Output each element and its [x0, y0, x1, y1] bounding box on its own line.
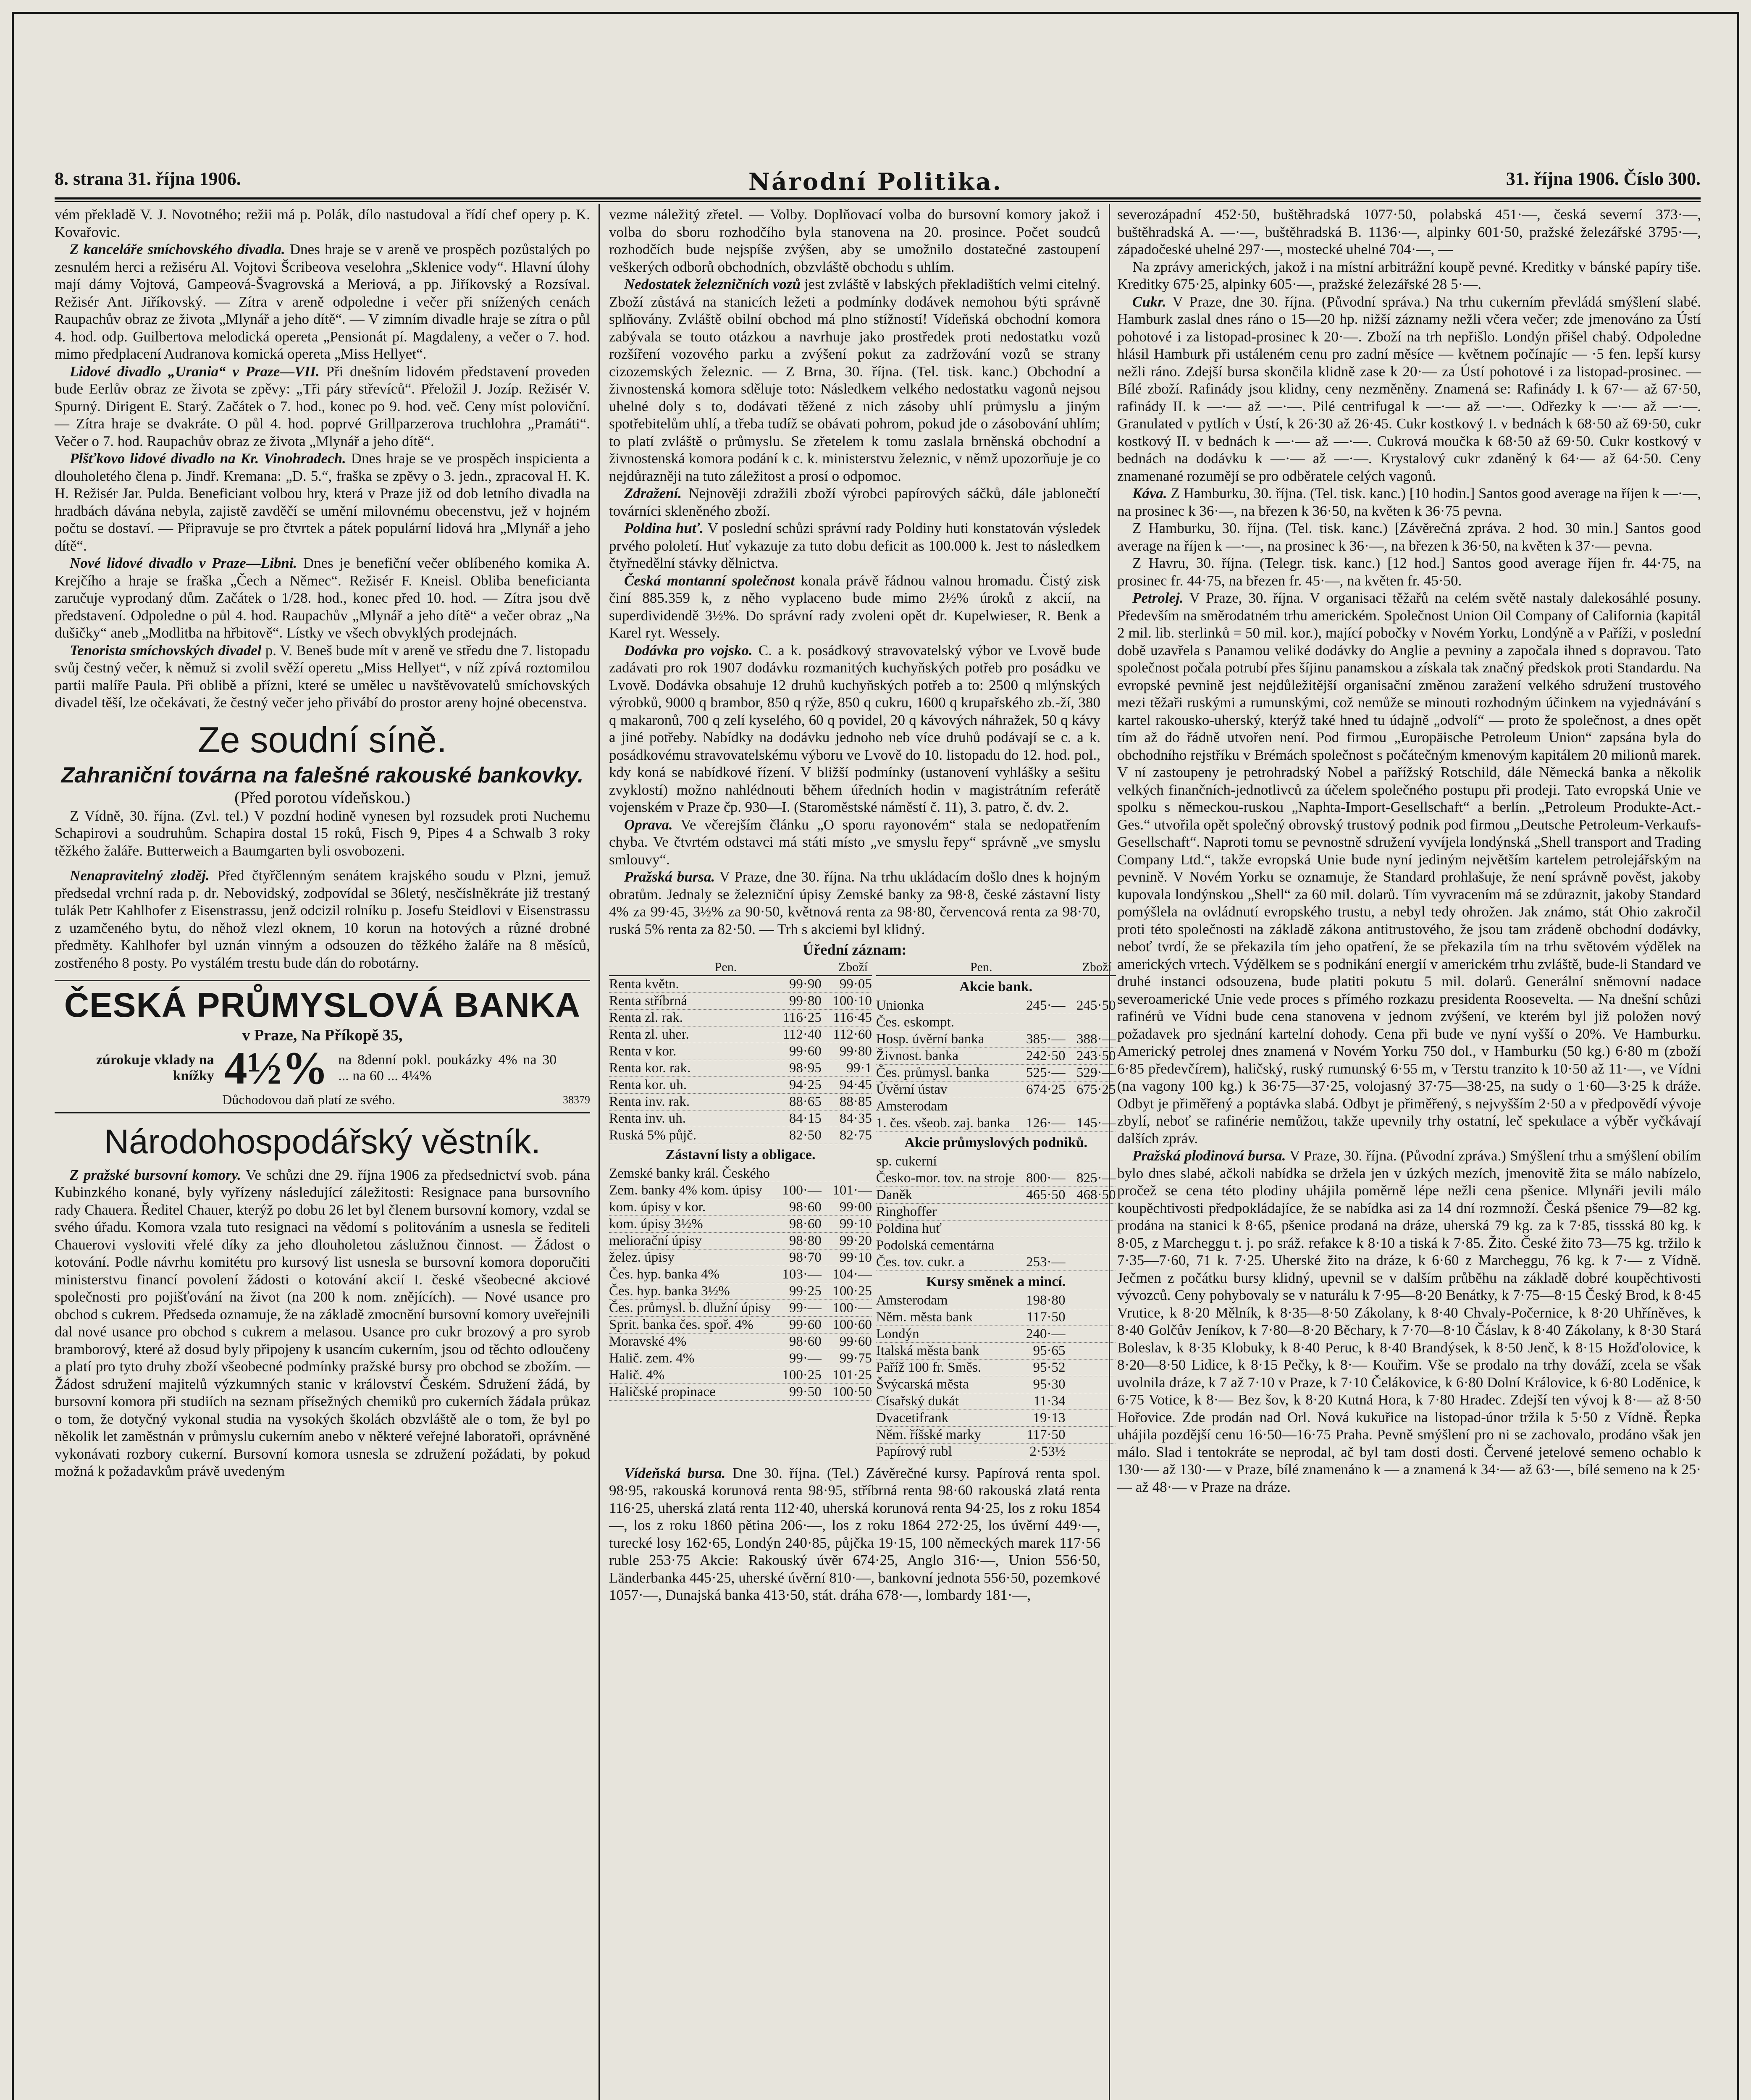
table-row: [876, 998, 1116, 1014]
table-row: [876, 1014, 1116, 1031]
article: [55, 642, 590, 711]
table-cell: 825·—: [1076, 1170, 1116, 1186]
table-cell: 98·95: [789, 1060, 822, 1076]
table-row: [609, 1077, 872, 1094]
table-cell: [1066, 1237, 1116, 1254]
article-text: V Praze, dne 30. října. Na trhu ukládacím došlo dnes k hojným obratům. Jednaly se železniční úpisy Zemské banky za 98·8, české zástavní listy 4% za 99·45, 3½% za 90·50, květnová renta za 98·80, červencová renta za 98·70, ruská 5% renta za 82·50. — Trh s akciemi byl klidný.: [609, 869, 1100, 937]
table-subheading: Kursy směnek a mincí.: [926, 1273, 1066, 1289]
table-cell: 99·10: [839, 1250, 872, 1265]
table-row: [609, 1043, 872, 1060]
table-cell: 99·60: [839, 1334, 872, 1349]
table-cell: [1066, 1360, 1116, 1376]
table-cell: 95·65: [1033, 1343, 1066, 1358]
table-row: [876, 1170, 1116, 1187]
table-cell: 245·—: [1026, 998, 1066, 1013]
table-cell: [1066, 1444, 1116, 1460]
article: [609, 868, 1100, 938]
table-cell: Sprit. banka čes. spoř. 4%: [609, 1317, 753, 1332]
table-cell: [1066, 1376, 1116, 1393]
table-row: [876, 1204, 1116, 1221]
table-cell: 468·50: [1076, 1187, 1116, 1202]
table-row: [876, 1360, 1116, 1376]
table-cell: 388·—: [1076, 1031, 1116, 1047]
table-cell: 19·13: [1033, 1410, 1066, 1425]
table-cell: 253·—: [1026, 1254, 1066, 1270]
article: [1117, 485, 1701, 520]
article-heading: Nenapravitelný zloděj.: [70, 867, 210, 884]
table-row: [609, 1233, 872, 1250]
paragraph: Z Hamburku, 30. října. (Tel. tisk. kanc.) [Závěrečná zpráva. 2 hod. 30 min.] Santos good average na říjen k —·—, na prosinec k 36·—, na březen k 36·50, na květen k 37·— pevna.: [1117, 520, 1701, 554]
table-cell: Poldina huť: [876, 1221, 942, 1236]
advertisement-text: na 8denní pokl. poukázky 4% na 30 ... na 60 ... 4¼%: [338, 1052, 557, 1084]
table-row: [876, 1065, 1116, 1082]
article-text: Dnes je benefiční večer oblíbeného komika A. Krejčího a hraje se fraška „Čech a Němec“. Režisér F. Kneisl. Obliba beneficianta zaručuje vyprodaný dům. Začátek o 1/28. hod., konec před 10. hod. — Zítra jsou dvě představení. Odpoledne o půl 4. hod. Raupachův „Mlynář a jeho dítě“ a večer obraz „Na dušičky“ aneb „Modlitba na hřbitově“. Lístky ve všech obvyklých prodejnách.: [55, 555, 590, 641]
table-cell: 99·80: [839, 1043, 872, 1059]
article-heading: Dodávka pro vojsko.: [624, 642, 753, 659]
article-text: V Praze, dne 30. října. (Původní správa.) Na trhu cukerním převládá smýšlení slabé. Hamburk zaslal dnes ráno o 15—20 hp. nižší záznamy nežli včera večer; zde jmenováno za Ústí pohotové i za listopad-prosinec k 20·—. Zboží na trh nepřišlo. Londýn přišel chabý. Odpoledne hlásil Hamburk při ustáleném cenu pro zadní měsíce — květnem počínajíc — ·5 fen. lepší kursy nežli ráno. Zdejší bursa skončila klidně zase k 20·— za Ústí pohotové i za listopad-prosinec. — Bílé zboží. Rafinády jsou klidny, ceny nezměněny. Znamená se: Rafinády I. k 67·— až 67·50, rafinády II. k —·— až —·—. Pilé centrifugal k —·— až —·—. Odřezky k —·— až —·—. Granulated v pytlích v Ústí, k 26·30 až 26·45. Cukr kostkový I. v bednách k 68·50 až 69·50, cukr kostkový II. v bednách k —·— až —·—. Cukrová moučka k 68·50 až 69·50. Cukr kostkový v bednách na dodávku k —·— až —·—. Krystalový cukr zdaněný k 64·— až 64·50. Ceny znamenané rozumějí se pro odběratele celých vagonů.: [1117, 293, 1701, 484]
table-cell: [1066, 1343, 1116, 1359]
table-cell: [1066, 1292, 1116, 1309]
article-text: Ve schůzi dne 29. října 1906 za předsednictví svob. pána Kubinzkého konané, byly vyřízeny následující záležitosti: Resignace pana bursovního rady Chauera. Ředitel Chauer, kterýž po dobu 26 let byl členem bursovní komory, vzdal se svého úřadu. Komora vzala tuto resignaci na vědomí s politováním a usnesla se řediteli Chauerovi vysloviti vřelé díky za jeho dlouholetou záslužnou činnost. — Žádost o kotování. Podle návrhu komitétu pro kursový list usnesla se bursovní komora doporučiti ministerstvu financí povolení žádosti o kotování akcií I. české všeobecné akciové společnosti pro pojišťování na život (na 200 k nom. znějících). — Nové usance pro obchod s cukrem. Předseda oznamuje, že na základě zmocnění bursovní komory uveřejnili dal nové usance pro obchod s cukrem a melasou. Usance pro cukr brozový a pro syrob bramborový, které až dosud byly připojeny k usancím cukerním, jsou od těchto odloučeny a platí pro tyto druhy zboží všeobecné podmínky pražské bursy pro obchod se zbožím. — Žádost sdružení majitelů výzkumných stanic v království Českém. Sdružení žádá, by bursovní komora při studiích na seznam přísežných chemiků pro cukerních žádala průkaz o tom, že dotyčný vykonal studia na vysokých školách obzvláště ale o tom, že byl po několik let zaměstnán v průmyslu cukerním anebo v některé veřejné laboratoři, oprávněné vykonávati rozbory cukerní. Bursovní komora usnesla se združení požádati, by pokud možná k požadavkům právě uvedeným: [55, 1166, 590, 1479]
table-cell: [1066, 1326, 1116, 1342]
table-row: [876, 1254, 1116, 1271]
table-cell: Unionka: [876, 998, 924, 1013]
table-cell: 99·60: [789, 1043, 822, 1059]
subheadline: (Před porotou vídeňskou.): [234, 788, 410, 807]
table-cell: [1066, 1427, 1116, 1443]
article-heading: Oprava.: [624, 816, 673, 833]
table-row: [876, 1221, 1116, 1237]
article-text: Dnes hraje se ve prospěch inspicienta a dlouholetého člena p. Jindř. Kremana: „D. 5.“, fraška se zpěvy o 3. jedn., zpracoval H. K. H. Režisér Jar. Pulda. Beneficiant volbou hry, která v Praze již od dob letního divadla na hradbách dávána nebyla, zajistě zavděčí se umění milovnému obecenstvu, jež v hojném počtu se dostaví. — Připravuje se pro čtvrtek a pátek populární lidová hra „Mlynář a jeho dítě“.: [55, 450, 591, 554]
table-cell: Něm. města bank: [876, 1309, 973, 1325]
table-left: [609, 959, 872, 1460]
table-row: [609, 1010, 872, 1026]
article: [55, 363, 590, 450]
column-rule: [599, 204, 600, 2100]
article-text: p. V. Beneš bude mít v areně ve středu dne 7. listopadu svůj čestný večer, k němuž si zvolil svěží operetu „Miss Hellyet“, v níž zpívá roztomilou partii malíře Paula. Při oblibě a přízni, které se umělec u navštěvovatelů smíchovských divadel těší, lze očekávati, že čestný večer jeho přivábí do prostor areny hojné obecenstva.: [55, 642, 590, 711]
article-heading: Pražská plodinová bursa.: [1132, 1147, 1286, 1164]
table-row: [876, 1153, 1116, 1170]
table-cell: 674·25: [1026, 1082, 1066, 1097]
table-cell: 117·50: [1026, 1427, 1066, 1442]
table-cell: 198·80: [1026, 1292, 1066, 1308]
table-subheading: Zástavní listy a obligace.: [665, 1147, 816, 1163]
table-row: [876, 1410, 1116, 1427]
article-heading: Tenorista smíchovských divadel: [70, 642, 262, 659]
paragraph: severozápadní 452·50, buštěhradská 1077·50, polabská 451·—, česká severní 373·—, buštěhradská A. —·—, buštěhradská B. 1136·—, alpinky 601·50, pražské železářské 3795·—, západočeské uhelné 297·—, mostecké uhelné 704·—, —: [1117, 206, 1701, 257]
table-cell: 98·60: [789, 1216, 822, 1231]
table-cell: 100·50: [832, 1384, 872, 1399]
table-cell: 116·45: [833, 1010, 872, 1025]
paragraph: Z Havru, 30. října. (Telegr. tisk. kanc.) [12 hod.] Santos good average říjen fr. 44·75, na prosinec fr. 44·75, na březen fr. 45·—, na květen fr. 45·50.: [1117, 555, 1701, 589]
table-row: [876, 1444, 1116, 1460]
paragraph: Z Vídně, 30. října. (Zvl. tel.) V pozdní hodině vynesen byl rozsudek proti Nuchemu Schapirovi a soudruhům. Schapira dostal 15 roků, Fisch 9, Pipes 4 a Schwalb 3 roky těžkého žaláře. Butterweich a Baumgarten byli osvobozeni.: [55, 807, 590, 859]
table-cell: 99·00: [839, 1199, 872, 1215]
advertisement-note: Důchodovou daň platí ze svého. 38379: [55, 1091, 590, 1113]
article-heading: Z pražské bursovní komory.: [70, 1166, 241, 1183]
table-row: [876, 1292, 1116, 1309]
table-row: [609, 976, 872, 993]
advertisement-text: zúrokuje vklady na knížky: [96, 1052, 214, 1084]
article-text: Dne 30. října. (Tel.) Závěrečné kursy. Papírová renta spol. 98·95, rakouská korunová renta 98·95, stříbrná renta 98·60 rakouská zlatá renta 116·25, uherská zlatá renta 112·40, uherská korunová renta 94·25, los z roku 1854 —, los z roku 1860 pětina 206·—, los z roku 1864 272·25, los úvěrní 449·—, turecké losy 162·65, Londýn 240·85, půjčka 19·15, 100 německých marek 117·56 ruble 253·75 Akcie: Rakouský úvěr 674·25, Anglo 316·—, Union 556·50, Länderbanka 445·25, uherské úvěrní 810·—, bankovní jednota 556·50, pozemkové 1057·—, Dunajská banka 413·50, stát. dráha 678·—, lombardy 181·—,: [609, 1465, 1100, 1603]
article-heading: Petrolej.: [1132, 590, 1184, 606]
table-row: [609, 1350, 872, 1367]
table-cell: 84·15: [789, 1110, 822, 1126]
article: [55, 241, 590, 363]
table-cell: 100·25: [782, 1367, 822, 1383]
table-cell: [1015, 1221, 1066, 1237]
article-heading: Nové lidové divadlo v Praze—Libni.: [70, 555, 297, 571]
table-cell: kom. úpisy 3½%: [609, 1216, 703, 1231]
table-row: [609, 1266, 872, 1283]
table-cell: 465·50: [1026, 1187, 1066, 1202]
table-cell: Čes. průmysl. b. dlužní úpisy: [609, 1300, 771, 1315]
table-cell: Živnost. banka: [876, 1048, 959, 1063]
headline: Zahraniční továrna na falešné rakouské bankovky.: [61, 763, 584, 788]
table-row: [609, 1216, 872, 1233]
table-cell: [1066, 1309, 1116, 1326]
table-cell: kom. úpisy v kor.: [609, 1199, 706, 1215]
table-cell: Haličské propinace: [609, 1384, 716, 1399]
stock-tables: [609, 959, 1116, 1460]
table-row: [876, 1048, 1116, 1065]
table-cell: 1. čes. všeob. zaj. banka: [876, 1115, 1010, 1131]
table-cell: 99·—: [789, 1350, 822, 1366]
table-cell: 103·—: [782, 1266, 822, 1282]
table-cell: Papírový rubl: [876, 1444, 952, 1459]
table-header: Pen. Zboží: [876, 959, 1116, 976]
table-row: [609, 1317, 872, 1334]
table-cell: 145·—: [1076, 1115, 1116, 1131]
table-cell: 99·05: [839, 976, 872, 992]
table-cell: [1066, 1153, 1116, 1170]
table-cell: Čes. hyp. banka 4%: [609, 1266, 720, 1282]
masthead-title: Národní Politika.: [748, 168, 1003, 196]
table-row: [876, 1187, 1116, 1204]
article-text: konala právě řádnou valnou hromadu. Čistý zisk činí 885.359 k, z něho vyplaceno bude mimo 2½% úroků z akcií, na superdividendě 3½%. Do správní rady zvoleni opět dr. Kupelwieser, R. Benk a Karel ryt. Wessely.: [609, 572, 1100, 641]
table-cell: 94·25: [789, 1077, 822, 1092]
table-cell: 104·—: [832, 1266, 872, 1282]
table-row: [609, 993, 872, 1010]
table-cell: Ruská 5% půjč.: [609, 1127, 697, 1143]
table-cell: Londýn: [876, 1326, 919, 1341]
table-row: [609, 1026, 872, 1043]
article: [55, 554, 590, 642]
column-2: [609, 206, 1116, 2100]
table-subheading: Akcie bank.: [959, 979, 1033, 995]
table-row: [876, 1115, 1116, 1132]
table-cell: 98·70: [789, 1250, 822, 1265]
article-text: V Praze, 30. října. V organisaci těžařů na celém světě nastaly dalekosáhlé posuny. Především na směrodatném trhu americkém. Společnost Union Oil Company of California (kapitál 2 mil. lib. sterlinků = 50 mil. kor.), mající pobočky v Novém Yorku, Londýně a v Paříži, v poslední době uzavřela s Panamou veliké dodávky do Anglie a pevniny a započala ihned s dopravou. Tato společnost počala potrubí přes šíjinu panamskou a získala tak značný předskok proti Standardu. Na evropské pevnině jest nejdůležitější organisační změnou zaražení velkého sdružení trustového mezi těžaři ruskými a rumunskými, což nemůže se minouti rozhodným účinkem na vyjednávání s kartel rakousko-uherský, kterýž také hned tu údajně „odvolí“ — proto že společnost, a dnes opět tím až do řádně utvořen není. Pod firmou „Europäische Petroleum Union“ zapsána byla do obchodního rejstříku v Brémách společnost s počátečným kmenovým kapitálem 20 milionů marek. V ní zastoupeny je petrohradský Nobel a pařížský Rotschild, dále Německá banka a několik velkých finančních-jednotlivců za účelem společného postupu při prodeji. Tato evropská Unie ve spolku s německou-ruskou „Naphta-Import-Gesellschaft“ a berlín. „Petroleum Produkte-Act.-Ges.“ utvořila opět společný obrovský trustový podnik pod firmou „Deutsche Petroleum-Verkaufs-Gesellschaft“. Naproti tomu se pevnostně sdružení vyvíjela londýnská „Shell transport and Trading Company Ltd.“, takže evropská Unie bude nyní jediným největším kartelem petrolejářským na pevnině. V Novém Yorku se oznamuje, že Standard prohlašuje, že není správně pověst, jakoby kupovala londýnskou „Shell“ za 60 mil. dolarů. Tím vyvracením má se zdůraznit, jakoby Standard pomýšlela na ovládnutí evropského trustu, a nebyl tedy ohrožen. Jak známo, stát Ohio zakročil proti této společnosti na základě zákona antitrustového, že jsou tam zrádeně obchodní dodávky, neboť tvrdí, že se překazila tím jeho opatření, že se překazila tím na trhu světovém výdělek na amerických vrtech. Výdělkem se s podnikání energií v americkém trhu zvláště, bude-li Standard ve druhé instanci odsouzena, bude platiti pokutu 5 mil. dolarů. Generální sněmovní nadace severoamerické Unie vede proces s přímého rozkazu presidenta Roosevelta. — Na dnešní schůzi rafinérů ve Vídni bude cena stanovena v jednom zvýšení, ve kterém byl již položen nový požadavek pro sjednání kartelní dohody. Cena při bude ve nyní vyšší o 20%. Ve Hamburku. Americký petrolej dnes znamená v Novém Yorku 750 dol., v Hamburku (50 kg.) 6·80 m (zboží 6·85 předevčírem), haličský, ruský rumunský 6·55 m, v Terstu tranzito k 10·50 až 11·—, ve Vídni (na vagony 100 kg.) k 36·75—37·25, volojasný 37·75—38·25, na sudy o 1·60—3·25 k dráže. Odbyt je přiměřený a poptávka slabá. Odbyt je přiměřený, s nejvyšším 2·50 a v předpovědí vývoje zbylí, neboť se rafinérie nemůžou, takže upevnily trhy ostatní, leč spekulace a výběr vyčkávají dalších zpráv.: [1117, 590, 1701, 1147]
table-cell: Halič. 4%: [609, 1367, 664, 1383]
table-row: [876, 1326, 1116, 1343]
table-cell: 100·10: [832, 993, 872, 1008]
header-right: 31. října 1906. Číslo 300.: [1506, 168, 1701, 189]
table-cell: [771, 1166, 822, 1182]
table-cell: Moravské 4%: [609, 1334, 687, 1349]
article: [1117, 589, 1701, 1147]
interest-rate: 4½%: [224, 1042, 328, 1094]
table-cell: [1015, 1204, 1066, 1220]
article-heading: Nedostatek železničních vozů: [624, 276, 801, 292]
table-cell: 100·—: [832, 1300, 872, 1315]
article-text: C. a k. posádkový stravovatelský výbor ve Lvově bude zadávati pro rok 1907 dodávku rozmanitých kuchyňských potřeb pro posádku ve Lvově. Dodávka obsahuje 12 druhů kuchyňských potřeb a to: 2500 q mlýnských výrobků, 9000 q brambor, 850 q rýže, 850 q cukru, 1600 q krupařského zb.-ží, 380 q makaronů, 700 q zelí kyselého, 60 q povidel, 20 q kávových náhražek, 50 q kávy a jiné potřeby. Nabídky na dodávku jednoho neb více druhů podávají se c. a k. posádkovému stravovatelskému výboru ve Lvově do 10. listopadu do 12. hod. pol., kdy koná se nabídkové řízení. V bližší podmínky (ustanovení vyhlášky a sešitu zvyklostí) možno nahlédnouti během úředních hodin v magistrátním referátě vojenském v Praze čp. 930—I. (Staroměstské náměstí č. 11), 3. patro, č. dv. 2.: [609, 642, 1100, 815]
article-text: V poslední schůzi správní rady Poldiny huti konstatován výsledek prvého pololetí. Huť vykazuje za tuto dobu deficit as 100.000 k. Jest to následkem čtyřnedělní stávky dělnictva.: [609, 520, 1100, 571]
table-row: [609, 1367, 872, 1384]
table-cell: Švýcarská města: [876, 1376, 969, 1392]
paragraph: Na zprávy amerických, jakož i na místní arbitrážní koupě pevné. Kreditky v bánské papíry tiše. Kreditky 675·25, alpinky 605·—, pražské železářské 28 5·—.: [1117, 258, 1701, 292]
table-cell: 112·60: [833, 1026, 872, 1042]
table-subheading: Akcie průmyslových podniků.: [904, 1134, 1087, 1150]
table-cell: 100·60: [832, 1317, 872, 1332]
article: [55, 450, 590, 554]
article: [609, 276, 1100, 485]
table-cell: 99·—: [789, 1300, 822, 1315]
table-cell: 95·30: [1033, 1376, 1066, 1392]
table-cell: 101·—: [832, 1182, 872, 1198]
table-cell: 800·—: [1026, 1170, 1066, 1186]
table-cell: Paříž 100 fr. Směs.: [876, 1360, 982, 1375]
table-cell: 243·50: [1076, 1048, 1116, 1063]
article-text: jest zvláště v labských překladištích velmi citelný. Zboží zůstává na stanicích ležeti a podmínky dodávek nemohou býti správně splňovány. Zvláště obilní obchod má plno stížností! Vídeňská obchodní komora zabývala se touto otázkou a navrhuje jako prostředek proti nedostatku vozů rozšíření vozového parku a zvýšení pokut za zadržování vozů se strany cizozemských železnic. — Z Brna, 30. října. (Tel. tisk. kanc.) Obchodní a živnostenská komora sděluje toto: Následkem velkého nedostatku vagonů nejsou uhelné doly s to, dodávati těžené z nich zásoby uhlí průmyslu a jiným spotřebitelům uhlí, a třeba tudíž se obávati pohrom, pokud jde o zásobování uhlím; to platí zvláště o průmyslu. Se zřetelem k tomu zaslala brněnská obchodní a živnostenská komora podání k c. k. ministerstvu železnic, v němž upozorňuje je co nejdůrazněji na tuto záležitost a prosí o odpomoc.: [609, 276, 1101, 484]
table-cell: 126·—: [1026, 1115, 1066, 1131]
table-cell: 99·75: [839, 1350, 872, 1366]
table-cell: Renta zl. uher.: [609, 1026, 689, 1042]
table-cell: 99·1: [846, 1060, 872, 1076]
article: [609, 520, 1100, 572]
table-row: [609, 1094, 872, 1110]
table-cell: [1015, 1098, 1066, 1115]
advertisement-title: ČESKÁ PRŮMYSLOVÁ BANKA: [55, 980, 590, 1026]
table-cell: [1066, 1393, 1116, 1410]
table-cell: 84·35: [839, 1110, 872, 1126]
table-cell: 11·34: [1033, 1393, 1066, 1409]
column-1: [55, 206, 590, 2100]
table-cell: 82·75: [839, 1127, 872, 1143]
article-text: Při dnešním lidovém představení proveden bude Eerlův obraz ze života se zpěvy: „Tři páry střevíců“. Přeložil J. Jozíp. Režisér V. Spurný. Dirigent E. Starý. Začátek o 7. hod., konec po 9. hod. več. Ceny míst poloviční. — Zítra hraje se dvakráte. O půl 4. hod. poprvé Grillparzerova truchlohra „Pramáti“. Večer o 7. hod. Raupachův obraz ze života „Mlynář a jeho dítě“.: [55, 363, 591, 449]
advertisement-address: v Praze, Na Příkopě 35,: [242, 1026, 403, 1044]
table-row: [876, 1098, 1116, 1115]
table-cell: 525·—: [1026, 1065, 1066, 1080]
table-cell: želez. úpisy: [609, 1250, 675, 1265]
header-rule: [55, 197, 1701, 202]
table-cell: Dvacetifrank: [876, 1410, 949, 1425]
table-cell: Amsterodam: [876, 1292, 948, 1308]
table-cell: meliorační úpisy: [609, 1233, 702, 1248]
section-title: Národohospodářský věstník.: [104, 1122, 541, 1161]
article: [55, 1166, 590, 1480]
article-heading: Z kanceláře smíchovského divadla.: [70, 241, 285, 257]
table-cell: Amsterodam: [876, 1098, 948, 1114]
table-row: [609, 1199, 872, 1216]
article-heading: Česká montanní společnost: [624, 572, 795, 589]
table-title: Úřední záznam:: [803, 941, 907, 958]
article-heading: Zdražení.: [624, 485, 682, 501]
article-text: Před čtyřčlenným senátem krajského soudu v Plzni, jemuž předsedal vrchní rada p. dr. Nebovidský, zodpovídal se 36letý, nesčíslněkráte již trestaný tulák Petr Kahlhofer z Eisenstrassu, jenž odcizil rolníku p. Josefu Steidlovi v Eisenstrassu z uzamčeného bytu, do něhož vlezl oknem, 10 korun na hotových a různé drobné předměty. Kahlhofer byl uznán vinným a odsouzen do těžkého žaláře na 8 měsíců, zostřeného 8 posty. Po vystálém trestu bude dán do robotárny.: [55, 867, 590, 971]
table-cell: Zemské banky král. Českého: [609, 1166, 770, 1181]
table-cell: Ringhoffer: [876, 1204, 937, 1219]
table-cell: Daněk: [876, 1187, 913, 1202]
article-text: Z Hamburku, 30. října. (Tel. tisk. kanc.) [10 hodin.] Santos good average na říjen k —·—, na prosinec k 36·—, na březen k 36·50, na květen k 36·75 pevna.: [1117, 485, 1701, 519]
table-cell: 94·45: [839, 1077, 872, 1092]
article: [609, 572, 1100, 642]
table-cell: Renta stříbrná: [609, 993, 688, 1008]
table-row: [609, 1283, 872, 1300]
table-row: [876, 1376, 1116, 1393]
article-text: V Praze, 30. října. (Původní zpráva.) Smýšlení trhu a smýšlení obilím bylo dnes slabé, ačkoli nabídka se držela jen v úzkých mezích, jmenovitě žita se málo nabízelo, pročež se cena této plodiny uhájila poměrně lépe nežli cena pšenice. Mlynáři jevili málo koupěchtivosti předpokládajíce, že se nabídka asi za 14 dní rozmnoží. Česká pšenice 79—82 kg. prodána na stanici k 8·65, pšenice prodaná na dráze, uherská 79 kg. za k 7·85, tissská 80 kg. k 8·05, z Marcheggu t. j. po sráž. refakce k 8·10 a tiská k 7·85. Žito. České žito 73—75 kg. tržilo k 7·35—7·60, 71 k. 7·25. Uherské žito na dráze, k 6·60 z Marcheggu, 76 kg. k 7·— z Vídně. Ječmen z počátku bursy klidný, upevnil se v dalším průběhu na základě dobré koupěchtivosti vývozců. Ceny pohybovaly se v naturálu k 7·95—8·20 Benátky, k 7·75—8·15 Český Brod, k 8·45 Vrutice, k 8·20 Mělník, k 8·35—8·50 Zákolany, k 8·40 Chvaly-Počernice, k 8·20 Uhříněves, k 8·40 Golčův Jeníkov, k 7·80—8·20 Běchary, k 7·70—8·10 Čáslav, k 8·40 Zákolany, k 8·30 Stará Boleslav, k 8·35 Klobuky, k 8·40 Peruc, k 8·40 Brandýsek, k 8·50 Jenč, k 8·15 Hožďolovice, k 8·20—8·50 Lidice, k 8·15 Pečky, k 8·— Kouřim. Vše se prodalo na trhy dováží, zcela se však uvolnila dráze, k 7 až 7·10 v Praze, k 7·10 Čelákovice, k 6·80 Dolní Královice, k 6·80 Loděnice, k 6·75 Votice, k 8·— Bez šov, k 8·20 Kutná Hora, k 7·80 Hradec. Zdejší ten vývoj k 8·— až 8·50 Hořovice. Zde prodán nad Orl. Nová kukuřice na listopad-únor tržila k 5·50 z Vídně. Řepka uhájila pozdější cenu 16·50—16·75 Praha. Pevně smýšlení pro ni se zachovalo, prodáno však jen málo. Slad i tentokráte se neprodal, ač byl tam dosti dosti. Červené jetelové semeno ochablo k 130·— až 130·— v Praze, bílé znamenáno k — a znamená k 34·— až 63·—, bílé semeno na k 25·— až 48·— v Praze na dráze.: [1117, 1147, 1701, 1495]
table-cell: [822, 1166, 872, 1182]
table-cell: 385·—: [1026, 1031, 1066, 1047]
table-cell: Italská města bank: [876, 1343, 979, 1358]
table-cell: 240·—: [1026, 1326, 1066, 1341]
article-text: Dnes hraje se v areně ve prospěch pozůstalých po zesnulém herci a režiséru Al. Vojtovi Šcribeova veselohra „Sklenice vody“. Hlavní úlohy mají dámy Vojtová, Gampeová-Švagrovská a Meriová, a pp. Jiříkovský a Rozsíval. Režisér Ant. Jiříkovský. — Zítra v areně odpoledne i večer při snížených cenách Raupachův obraz ze života „Mlynář a jeho dítě“. — V zimním divadle hraje se zítra o půl 4. hod. odp. Guilbertova melodická opereta „Pensionát pí. Magdaleny, a večer o 7. hod. mimo předplacení Audranova komická opereta „Miss Hellyet“.: [55, 241, 590, 362]
table-cell: Čes. eskompt.: [876, 1014, 954, 1030]
table-cell: 675·25: [1076, 1082, 1116, 1097]
table-cell: Úvěrní ústav: [876, 1082, 948, 1097]
article-heading: Plšťkovo lidové divadlo na Kr. Vinohradech.: [70, 450, 346, 467]
table-cell: 88·65: [789, 1094, 822, 1109]
table-cell: 99·20: [839, 1233, 872, 1248]
table-row: [609, 1384, 872, 1401]
table-cell: [1066, 1014, 1116, 1031]
table-cell: 116·25: [782, 1010, 822, 1025]
table-cell: 242·50: [1026, 1048, 1066, 1063]
table-cell: 99·10: [839, 1216, 872, 1231]
table-cell: Zem. banky 4% kom. úpisy: [609, 1182, 762, 1198]
table-cell: Podolská cementárna: [876, 1237, 995, 1253]
article-heading: Poldina huť.: [624, 520, 704, 536]
header-left: 8. strana 31. října 1906.: [55, 168, 241, 189]
table-row: [609, 1127, 872, 1144]
table-cell: Renta kor. uh.: [609, 1077, 687, 1092]
table-cell: 529·—: [1076, 1065, 1116, 1080]
table-row: [876, 1237, 1116, 1254]
table-row: [876, 1082, 1116, 1098]
table-row: [876, 1343, 1116, 1360]
table-cell: sp. cukerní: [876, 1153, 937, 1169]
table-row: [609, 1250, 872, 1266]
table-cell: Císařský dukát: [876, 1393, 959, 1409]
article-heading: Pražská bursa.: [624, 869, 715, 885]
article: [1117, 1147, 1701, 1496]
table-row: [609, 1182, 872, 1199]
table-cell: [1015, 1014, 1066, 1031]
table-row: [876, 1393, 1116, 1410]
table-cell: Renta kor. rak.: [609, 1060, 691, 1076]
table-cell: Čes. průmysl. banka: [876, 1065, 990, 1080]
column-3: [1117, 206, 1701, 2100]
table-row: [876, 1427, 1116, 1444]
table-cell: Hosp. úvěrní banka: [876, 1031, 984, 1047]
table-right: [876, 959, 1116, 1460]
section-title: Ze soudní síně.: [198, 719, 447, 760]
table-cell: 112·40: [782, 1026, 822, 1042]
table-cell: Renta inv. rak.: [609, 1094, 690, 1109]
table-cell: Renta inv. uh.: [609, 1110, 686, 1126]
table-cell: [1066, 1204, 1116, 1220]
article-text: Nejnověji zdražili zboží výrobci papírových sáčků, dále jablonečtí továrníci skleněného zboží.: [609, 485, 1101, 519]
table-cell: 245·50: [1076, 998, 1116, 1013]
table-cell: 100·25: [832, 1283, 872, 1299]
table-cell: 2·53½: [1029, 1444, 1066, 1459]
table-cell: Renta zl. rak.: [609, 1010, 683, 1025]
table-row: [609, 1300, 872, 1317]
advertisement-rate: [55, 1042, 590, 1094]
table-row: [609, 1166, 872, 1182]
table-cell: 117·50: [1026, 1309, 1066, 1325]
table-row: [609, 1334, 872, 1350]
table-cell: Čes. hyp. banka 3½%: [609, 1283, 730, 1299]
article: [609, 642, 1100, 816]
table-cell: 99·60: [789, 1317, 822, 1332]
table-cell: 99·50: [789, 1384, 822, 1399]
table-cell: Něm. říšské marky: [876, 1427, 982, 1442]
table-cell: [1066, 1098, 1116, 1115]
article-heading: Lidové divadlo „Urania“ v Praze—VII.: [70, 363, 320, 380]
table-cell: Renta květn.: [609, 976, 679, 992]
table-cell: Česko-mor. tov. na stroje: [876, 1170, 1015, 1186]
article: [609, 816, 1100, 869]
table-cell: [1066, 1254, 1116, 1270]
paragraph: vém překladě V. J. Novotného; režii má p. Polák, dílo nastudoval a řídí chef opery p. K. Kovařovic.: [55, 206, 590, 240]
table-cell: [1066, 1410, 1116, 1426]
table-cell: 99·90: [789, 976, 822, 992]
article-heading: Vídeňská bursa.: [624, 1465, 726, 1481]
table-cell: 98·60: [789, 1334, 822, 1349]
paragraph: vezme náležitý zřetel. — Volby. Doplňovací volba do bursovní komory jakož i volba do sboru rozhodčího byla stanovena na 20. prosince. Počet soudců rozhodčích bude nejspíše zvýšen, aby se umožnilo dostatečné zastoupení veškerých odborů obchodních, obzvláště obchodu s uhlím.: [609, 206, 1100, 275]
table-cell: 88·85: [839, 1094, 872, 1109]
table-cell: 99·25: [789, 1283, 822, 1299]
table-cell: 98·80: [789, 1233, 822, 1248]
table-cell: 100·—: [782, 1182, 822, 1198]
table-cell: [1015, 1237, 1066, 1254]
table-cell: [1066, 1221, 1116, 1237]
article-heading: Cukr.: [1132, 293, 1166, 310]
table-cell: Renta v kor.: [609, 1043, 677, 1059]
table-cell: 98·60: [789, 1199, 822, 1215]
table-cell: 101·25: [832, 1367, 872, 1383]
article-heading: Káva.: [1132, 485, 1167, 501]
table-row: [609, 1110, 872, 1127]
table-cell: 99·80: [789, 993, 822, 1008]
article: [55, 867, 590, 971]
table-row: [609, 1060, 872, 1077]
article: [1117, 293, 1701, 485]
table-cell: 82·50: [789, 1127, 822, 1143]
table-cell: Čes. tov. cukr. a: [876, 1254, 965, 1270]
table-row: [876, 1309, 1116, 1326]
table-row: [876, 1031, 1116, 1048]
table-cell: [1015, 1153, 1066, 1170]
article: [609, 485, 1100, 520]
table-cell: 95·52: [1033, 1360, 1066, 1375]
table-cell: Halič. zem. 4%: [609, 1350, 695, 1366]
table-header: Pen. Zboží: [609, 959, 872, 976]
article-text: Ve včerejším článku „O sporu rayonovém“ stala se nedopatřením chyba. Ve čtvrtém odstavci má státi místo „ve smyslu řepy“ správně „ve smyslu smlouvy“.: [609, 816, 1100, 868]
article: [609, 1465, 1100, 1604]
